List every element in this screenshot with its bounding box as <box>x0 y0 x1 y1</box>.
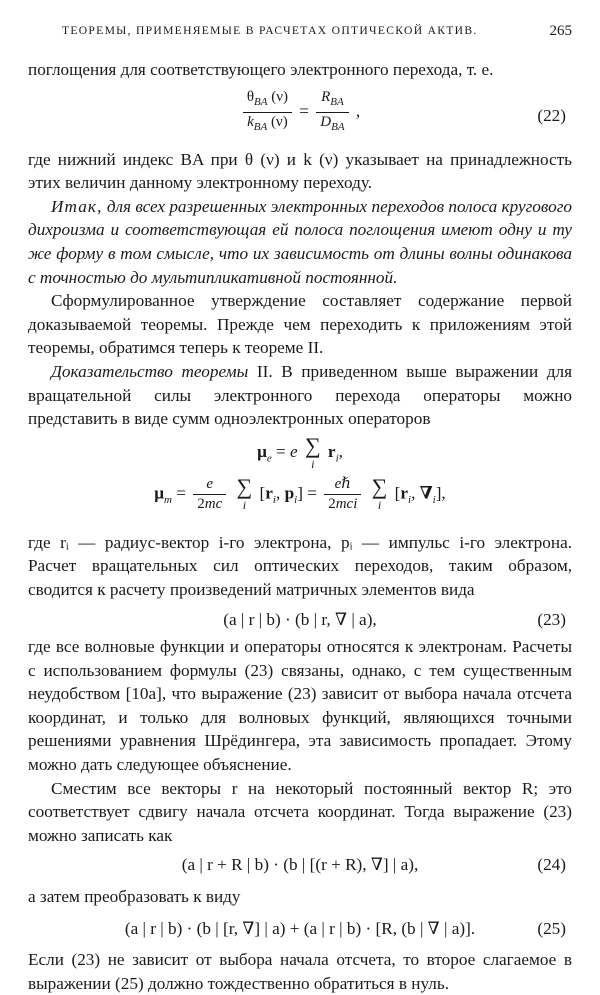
equation-24-body: (a | r + R | b) · (b | [(r + R), ∇] | a), <box>181 855 419 875</box>
equation-23 <box>28 608 572 632</box>
paragraph-2: где нижний индекс BA при θ (ν) и k (ν) указывает на принадлежность этих величин данному электронному переходу. <box>28 149 572 193</box>
equation-25-body: (a | r | b) · (b | [r, ∇] | a) + (a | r | b) · [R, (b | ∇ | a)]. <box>124 918 476 938</box>
equation-mu-m: $\mu_m$ = $\frac{e}{2mc}$ ∑ i [$r_i$, $p_i$] = $\frac{\text{eℏ}}{\text{2mci}}$ ∑ i [$r_i$, $\nabla_i$], <box>154 474 446 513</box>
running-title: ТЕОРЕМЫ, ПРИМЕНЯЕМЫЕ В РАСЧЕТАХ ОПТИЧЕСКОЙ АКТИВ. <box>62 24 478 37</box>
paragraph-6: где rᵢ — радиус-вектор i-го электрона, pᵢ — импульс i-го электрона. Расчет вращательных сил оптических переходов, таким образом, сводится к расчету произведений матричных элементов вида <box>28 532 572 599</box>
equation-number-22: (22) <box>537 105 566 125</box>
proof-heading: Доказательство теоремы <box>51 361 249 381</box>
body-text <box>28 58 572 995</box>
running-header <box>62 24 572 37</box>
paragraph-8: Сместим все векторы r на некоторый постоянный вектор R; это соответствует сдвигу начала отсчета координат. Тогда выражение (23) можно записать как <box>28 778 572 845</box>
paragraph-7: где все волновые функции и операторы относятся к электронам. Расчеты с использованием формулы (23) связаны, однако, с тем существенным неудобством [10a], что выражение (23) зависит от выбора начала отсчета координат, и только для волновых функций, являющихся точными решениями уравнения Шрёдингера, эта зависимость пропадает. Этому можно дать следующее объяснение. <box>28 637 572 775</box>
equation-number-24: (24) <box>537 855 566 875</box>
equation-25 <box>28 917 572 941</box>
equation-number-23: (23) <box>537 609 566 629</box>
theorem-statement: для всех разрешенных электронных переходов полоса кругового дихроизма и соответствующая ей полоса поглощения имеют одну и ту же форму в том смысле, что их зависимость от длины волны одинакова с точностью до мультипликативной постоянной. <box>28 196 573 287</box>
paragraph-4: Сформулированное утверждение составляет содержание первой доказываемой теоремы. Прежде чем переходить к приложениям этой теоремы, обратимся теперь к теореме II. <box>28 291 572 358</box>
proof-text: II. В приведенном выше выражении для вращательной силы электронного перехода операторы можно представить в виде сумм одноэлектронных операторов <box>28 361 572 429</box>
paragraph-9: а затем преобразовать к виду <box>28 887 241 907</box>
equation-mu-e: $\mu_e = e$ ∑ i $r_i$, <box>257 432 343 471</box>
emphasis-itak: Итак, <box>51 196 103 216</box>
equation-24 <box>28 853 572 877</box>
paragraph-1: поглощения для соответствующего электронного перехода, т. е. <box>28 60 494 79</box>
equation-number-25: (25) <box>537 918 566 938</box>
paragraph-5 <box>28 360 572 431</box>
equation-22: $\frac{\theta_{BA} (\nu)}{k_{BA} (\nu)}$ = $\frac{R_{BA}}{D_{BA}}$ , (22) <box>28 82 572 148</box>
paragraph-3 <box>28 195 572 289</box>
page-number: 265 <box>549 23 572 39</box>
paragraph-10: Если (23) не зависит от выбора начала отсчета, то второе слагаемое в выражении (25) должно тождественно обратиться в нуль. <box>28 950 572 993</box>
equation-23-body: (a | r | b) · (b | r, ∇ | a), <box>223 609 377 629</box>
